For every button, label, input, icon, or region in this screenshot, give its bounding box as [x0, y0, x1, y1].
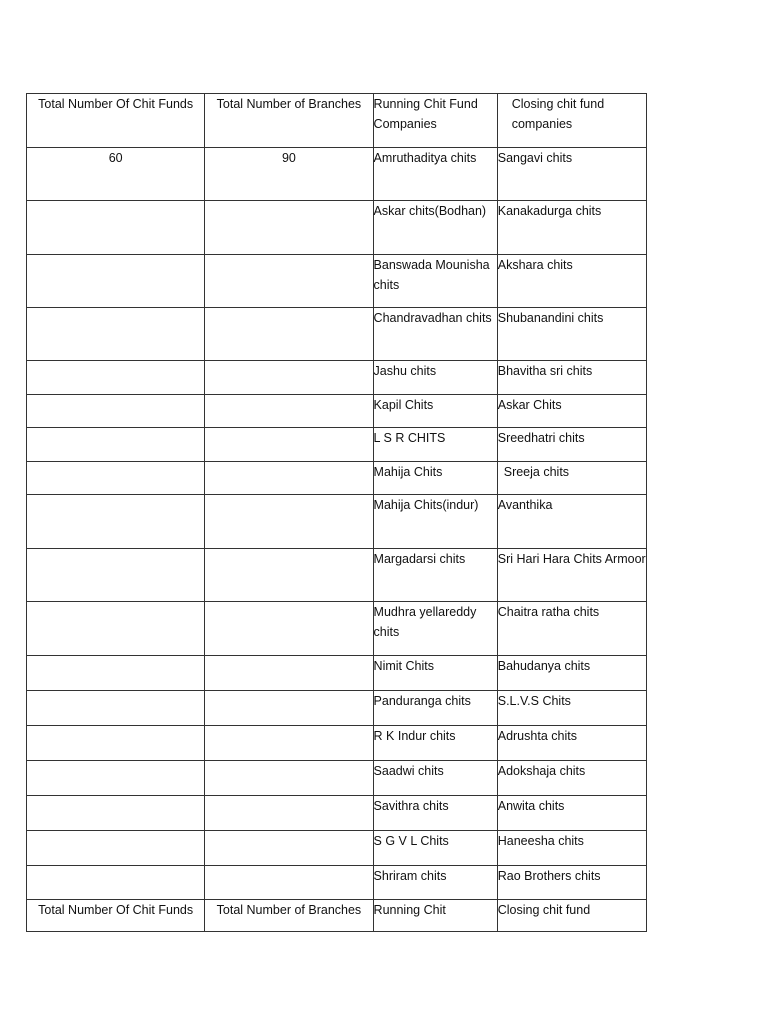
- closing-company: Adokshaja chits: [497, 761, 646, 796]
- closing-company: Bahudanya chits: [497, 656, 646, 691]
- footer-total-branches: Total Number of Branches: [205, 900, 373, 932]
- closing-company: Sri Hari Hara Chits Armoor: [497, 549, 646, 602]
- table-row: [27, 201, 647, 255]
- empty-cell: [27, 495, 205, 549]
- table-row: [27, 761, 647, 796]
- empty-cell: [205, 495, 373, 549]
- running-company: Mudhra yellareddy chits: [373, 602, 497, 656]
- table-row: [27, 796, 647, 831]
- running-company: Banswada Mounisha chits: [373, 255, 497, 308]
- footer-closing-companies: Closing chit fund: [497, 900, 646, 932]
- closing-company: Akshara chits: [497, 255, 646, 308]
- table-row: [27, 428, 647, 462]
- table-row: [27, 361, 647, 395]
- empty-cell: [205, 656, 373, 691]
- empty-cell: [205, 831, 373, 866]
- table-row: [27, 831, 647, 866]
- empty-cell: [27, 602, 205, 656]
- empty-cell: [27, 831, 205, 866]
- empty-cell: [27, 656, 205, 691]
- running-company: R K Indur chits: [373, 726, 497, 761]
- table-row: [27, 495, 647, 549]
- table-row: [27, 866, 647, 900]
- closing-company: Haneesha chits: [497, 831, 646, 866]
- empty-cell: [27, 691, 205, 726]
- table-row: [27, 691, 647, 726]
- empty-cell: [205, 201, 373, 255]
- table-row: [27, 255, 647, 308]
- table-row: [27, 602, 647, 656]
- empty-cell: [27, 761, 205, 796]
- empty-cell: [205, 866, 373, 900]
- running-company: Shriram chits: [373, 866, 497, 900]
- closing-company: Askar Chits: [497, 395, 646, 428]
- table-row: [27, 549, 647, 602]
- running-company: Chandravadhan chits: [373, 308, 497, 361]
- running-company: S G V L Chits: [373, 831, 497, 866]
- running-company: Kapil Chits: [373, 395, 497, 428]
- running-company: Askar chits(Bodhan): [373, 201, 497, 255]
- empty-cell: [27, 549, 205, 602]
- closing-company: S.L.V.S Chits: [497, 691, 646, 726]
- table-row: [27, 308, 647, 361]
- empty-cell: [205, 428, 373, 462]
- empty-cell: [205, 395, 373, 428]
- empty-cell: [205, 602, 373, 656]
- empty-cell: [27, 796, 205, 831]
- running-company: L S R CHITS: [373, 428, 497, 462]
- running-company: Mahija Chits: [373, 462, 497, 495]
- total-branches-value: 90: [205, 148, 373, 201]
- chit-funds-table: [26, 93, 647, 932]
- table-row: [27, 462, 647, 495]
- empty-cell: [205, 796, 373, 831]
- running-company: Margadarsi chits: [373, 549, 497, 602]
- running-company: Saadwi chits: [373, 761, 497, 796]
- empty-cell: [205, 726, 373, 761]
- closing-company: Sreeja chits: [497, 462, 646, 495]
- running-company: Panduranga chits: [373, 691, 497, 726]
- header-running-companies: Running Chit Fund Companies: [373, 94, 497, 148]
- running-company: Nimit Chits: [373, 656, 497, 691]
- empty-cell: [205, 255, 373, 308]
- running-company: Savithra chits: [373, 796, 497, 831]
- closing-company: Sangavi chits: [497, 148, 646, 201]
- running-company: Amruthaditya chits: [373, 148, 497, 201]
- closing-company: Chaitra ratha chits: [497, 602, 646, 656]
- header-row: [27, 94, 647, 148]
- empty-cell: [205, 691, 373, 726]
- closing-company: Rao Brothers chits: [497, 866, 646, 900]
- empty-cell: [27, 201, 205, 255]
- closing-company: Adrushta chits: [497, 726, 646, 761]
- closing-company: Bhavitha sri chits: [497, 361, 646, 395]
- closing-company: Sreedhatri chits: [497, 428, 646, 462]
- table-row: [27, 726, 647, 761]
- closing-company: Anwita chits: [497, 796, 646, 831]
- footer-row: [27, 900, 647, 932]
- empty-cell: [205, 308, 373, 361]
- empty-cell: [27, 462, 205, 495]
- total-chit-funds-value: 60: [27, 148, 205, 201]
- footer-total-chit-funds: Total Number Of Chit Funds: [27, 900, 205, 932]
- running-company: Jashu chits: [373, 361, 497, 395]
- empty-cell: [27, 428, 205, 462]
- closing-company: Kanakadurga chits: [497, 201, 646, 255]
- empty-cell: [205, 549, 373, 602]
- empty-cell: [27, 395, 205, 428]
- table-row: [27, 395, 647, 428]
- header-closing-companies: Closing chit fund companies: [497, 94, 646, 148]
- empty-cell: [27, 255, 205, 308]
- empty-cell: [27, 308, 205, 361]
- closing-company: Shubanandini chits: [497, 308, 646, 361]
- empty-cell: [205, 761, 373, 796]
- empty-cell: [27, 866, 205, 900]
- footer-running-companies: Running Chit: [373, 900, 497, 932]
- empty-cell: [205, 361, 373, 395]
- running-company: Mahija Chits(indur): [373, 495, 497, 549]
- table-row: [27, 656, 647, 691]
- table-row: [27, 148, 647, 201]
- empty-cell: [205, 462, 373, 495]
- closing-company: Avanthika: [497, 495, 646, 549]
- empty-cell: [27, 361, 205, 395]
- header-total-chit-funds: Total Number Of Chit Funds: [27, 94, 205, 148]
- header-total-branches: Total Number of Branches: [205, 94, 373, 148]
- empty-cell: [27, 726, 205, 761]
